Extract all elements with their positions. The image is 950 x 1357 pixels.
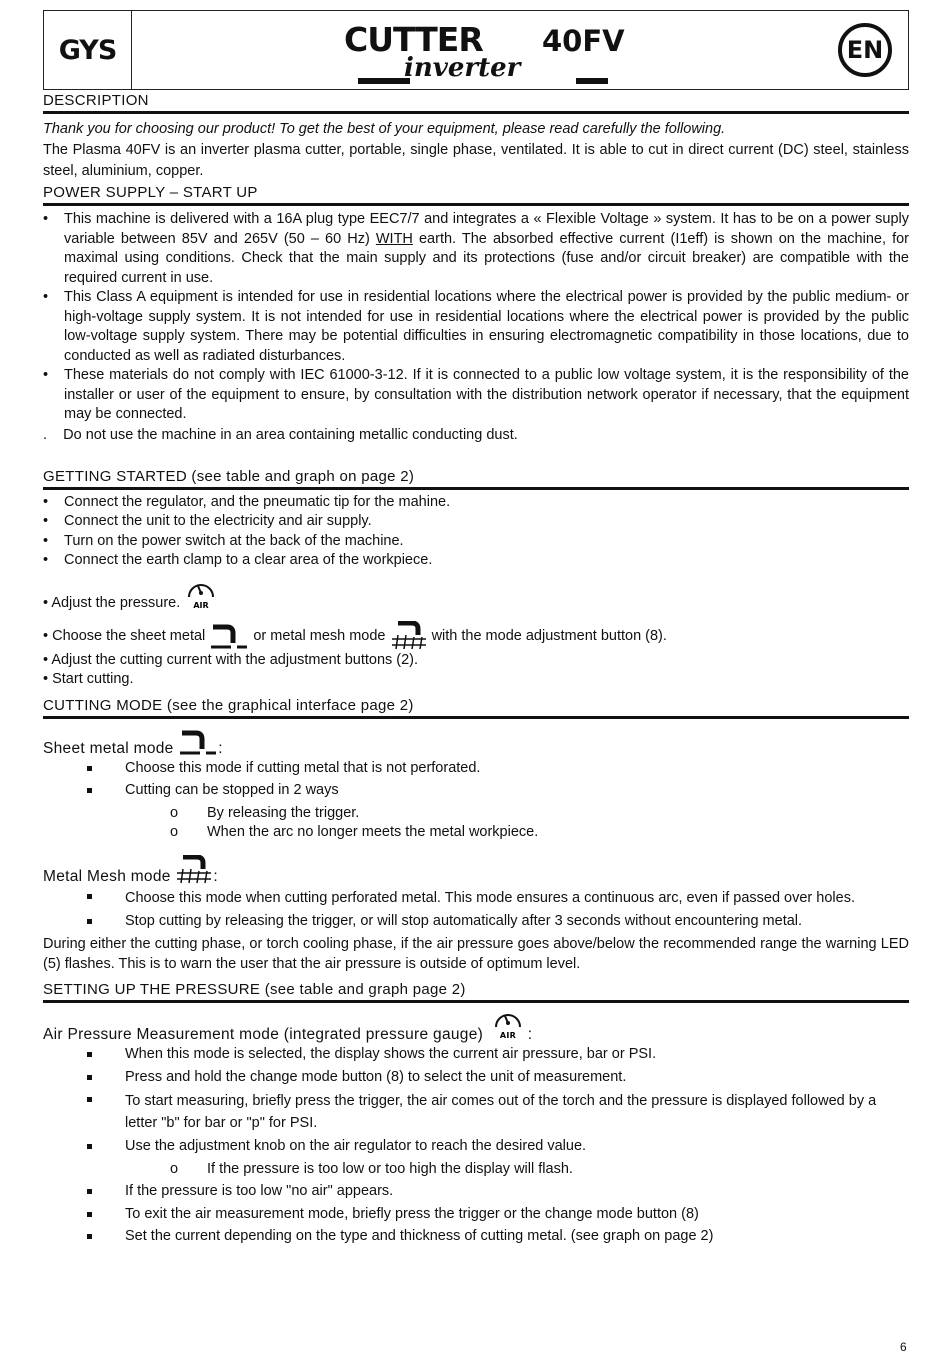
list-item: • Connect the regulator, and the pneumatic tip for the mahine. [43,493,909,513]
mesh-mode-label: Metal Mesh mode [43,867,171,885]
list-item: Press and hold the change mode button (8) to select the unit of measurement. [43,1068,909,1088]
sheet-mode-heading: Sheet metal mode : [43,729,909,759]
list-item: Choose this mode when cutting perforated metal. This mode ensures a continuous arc, even if passed over holes. [43,887,909,909]
sheet-mode-list [43,759,909,801]
header [43,10,909,89]
list-item: • These materials do not comply with IEC 61000-3-12. If it is connected to a public low voltage system, it is the responsibility of the installer or user of the equipment to ensure, by consultation with the distribution network operator if necessary, that the equipment may be connected. [43,366,909,425]
metal-mesh-icon [175,855,213,885]
start-text: Start cutting. [52,671,134,687]
list-item [43,210,909,288]
list-item: Cutting can be stopped in 2 ways [43,781,909,801]
list-item: To start measuring, briefly press the trigger, the air comes out of the torch and the pressure is displayed followed by a letter "b" for bar or "p" for PSI. [43,1090,909,1134]
sheet-metal-icon [209,623,249,649]
metal-mesh-icon [390,621,428,651]
sheet-mode-sublist [43,804,909,843]
sheet-mode-label: Sheet metal mode [43,739,174,757]
list-item: • Connect the earth clamp to a clear area of the workpiece. [43,551,909,571]
description-body: The Plasma 40FV is an inverter plasma cutter, portable, single phase, ventilated. It is able to cut in direct current (DC) steel, stainless steel, aluminium, copper. [43,142,909,179]
gauge-icon [488,1007,528,1041]
adjust-current-line: • Adjust the cutting current with the adjustment buttons (2). [43,651,419,668]
product-word: CUTTER [344,20,483,59]
choose-mid-text: or metal mesh mode [253,627,386,644]
language-text: EN [846,36,884,64]
section-title-pressure: SETTING UP THE PRESSURE (see table and graph page 2) [43,979,909,1003]
list-item: To exit the air measurement mode, briefly press the trigger or the change mode button (8) [43,1205,909,1225]
getting-started-list [43,493,909,571]
page [43,10,909,1250]
logo-bar-right [576,78,608,84]
list-item: Stop cutting by releasing the trigger, or will stop automatically after 3 seconds without encountering metal. [43,912,909,932]
gauge-icon [184,577,218,611]
pressure-list-b [43,1182,909,1247]
dust-warning: . Do not use the machine in an area containing metallic conducting dust. [43,426,518,443]
model-name: 40FV [542,24,625,58]
underlined-text: WITH [375,230,413,247]
list-item: • Turn on the power switch at the back of the machine. [43,532,909,552]
list-item: Choose this mode if cutting metal that is not perforated. [43,759,909,779]
list-item: Use the adjustment knob on the air regulator to reach the desired value. [43,1137,909,1157]
sheet-metal-icon [178,729,218,755]
pressure-sublist [43,1160,909,1180]
choose-post-text: with the mode adjustment button (8). [431,627,667,644]
brand-text: GYS [58,34,117,66]
product-logo [344,20,634,83]
pressure-list-a [43,1045,909,1157]
air-label: AIR [193,600,209,610]
choose-pre-text: Choose the sheet metal [52,627,206,644]
language-badge [838,23,892,77]
adjust-pressure-line: • Adjust the pressure. AIR [43,577,909,613]
pressure-mode-heading: Air Pressure Measurement mode (integrated pressure gauge) AIR : [43,1007,909,1045]
list-item: When this mode is selected, the display shows the current air pressure, bar or PSI. [43,1045,909,1065]
section-title-power: POWER SUPPLY – START UP [43,182,909,206]
item-text: earth. The absorbed effective current (I1eff) is shown on the machine, for maximal using conditions. Check that the main supply and its protections (fuse and/or circuit breaker) are compatible with the required current in use. [64,230,909,286]
warning-led-text: During either the cutting phase, or torch cooling phase, if the air pressure goes above/below the recommended range the warning LED (5) flashes. This is to warn the user that the air pressure is outside of optimum level. [43,936,909,972]
gys-logo [44,11,132,89]
logo-bar-left [358,78,410,84]
adjust-current-text: Adjust the cutting current with the adjustment buttons (2). [51,651,419,668]
section-title-cutting-mode: CUTTING MODE (see the graphical interface page 2) [43,695,909,719]
start-line: • Start cutting. [43,671,134,687]
section-title-getting-started: GETTING STARTED (see table and graph on page 2) [43,466,909,490]
list-item: o By releasing the trigger. [43,804,909,824]
mesh-mode-heading: Metal Mesh mode : [43,855,909,887]
adjust-pressure-text: Adjust the pressure. [51,594,181,611]
section-title-description: DESCRIPTION [43,89,909,114]
list-item: Set the current depending on the type and thickness of cutting metal. (see graph on page 2) [43,1227,909,1247]
list-item: • Connect the unit to the electricity and air supply. [43,512,909,532]
page-number: 6 [900,1340,907,1354]
product-subtitle: inverter [404,53,521,83]
intro-text: Thank you for choosing our product! To get the best of your equipment, please read carefully the following. [43,121,726,137]
choose-mode-line: • Choose the sheet metal or metal mesh mode with the mode adjustment button (8). [43,621,909,651]
mesh-mode-list [43,887,909,932]
list-item: • This Class A equipment is intended for use in residential locations where the electrical power is provided by the public medium- or high-voltage supply system. It is not intended for use in residential locations where the electrical power is provided by the public low-voltage supply system. There may be potential difficulties in ensuring electromagnetic compatibility in those locations, due to conducted as well as radiated disturbances. [43,288,909,366]
list-item: If the pressure is too low "no air" appears. [43,1182,909,1202]
pressure-mode-label: Air Pressure Measurement mode (integrated pressure gauge) [43,1026,484,1043]
power-list [43,210,909,425]
list-item: o When the arc no longer meets the metal workpiece. [43,823,909,843]
air-label: AIR [499,1031,516,1040]
item-text: This machine is delivered with a 16A plug type EEC7/7 and integrates a « Flexible Voltage » system. It has to be on a power suply variable between 85V and 265V (50 – 60 Hz) [64,211,909,247]
dust-warning-text: Do not use the machine in an area containing metallic conducting dust. [63,426,518,443]
list-item: o If the pressure is too low or too high the display will flash. [43,1160,909,1180]
